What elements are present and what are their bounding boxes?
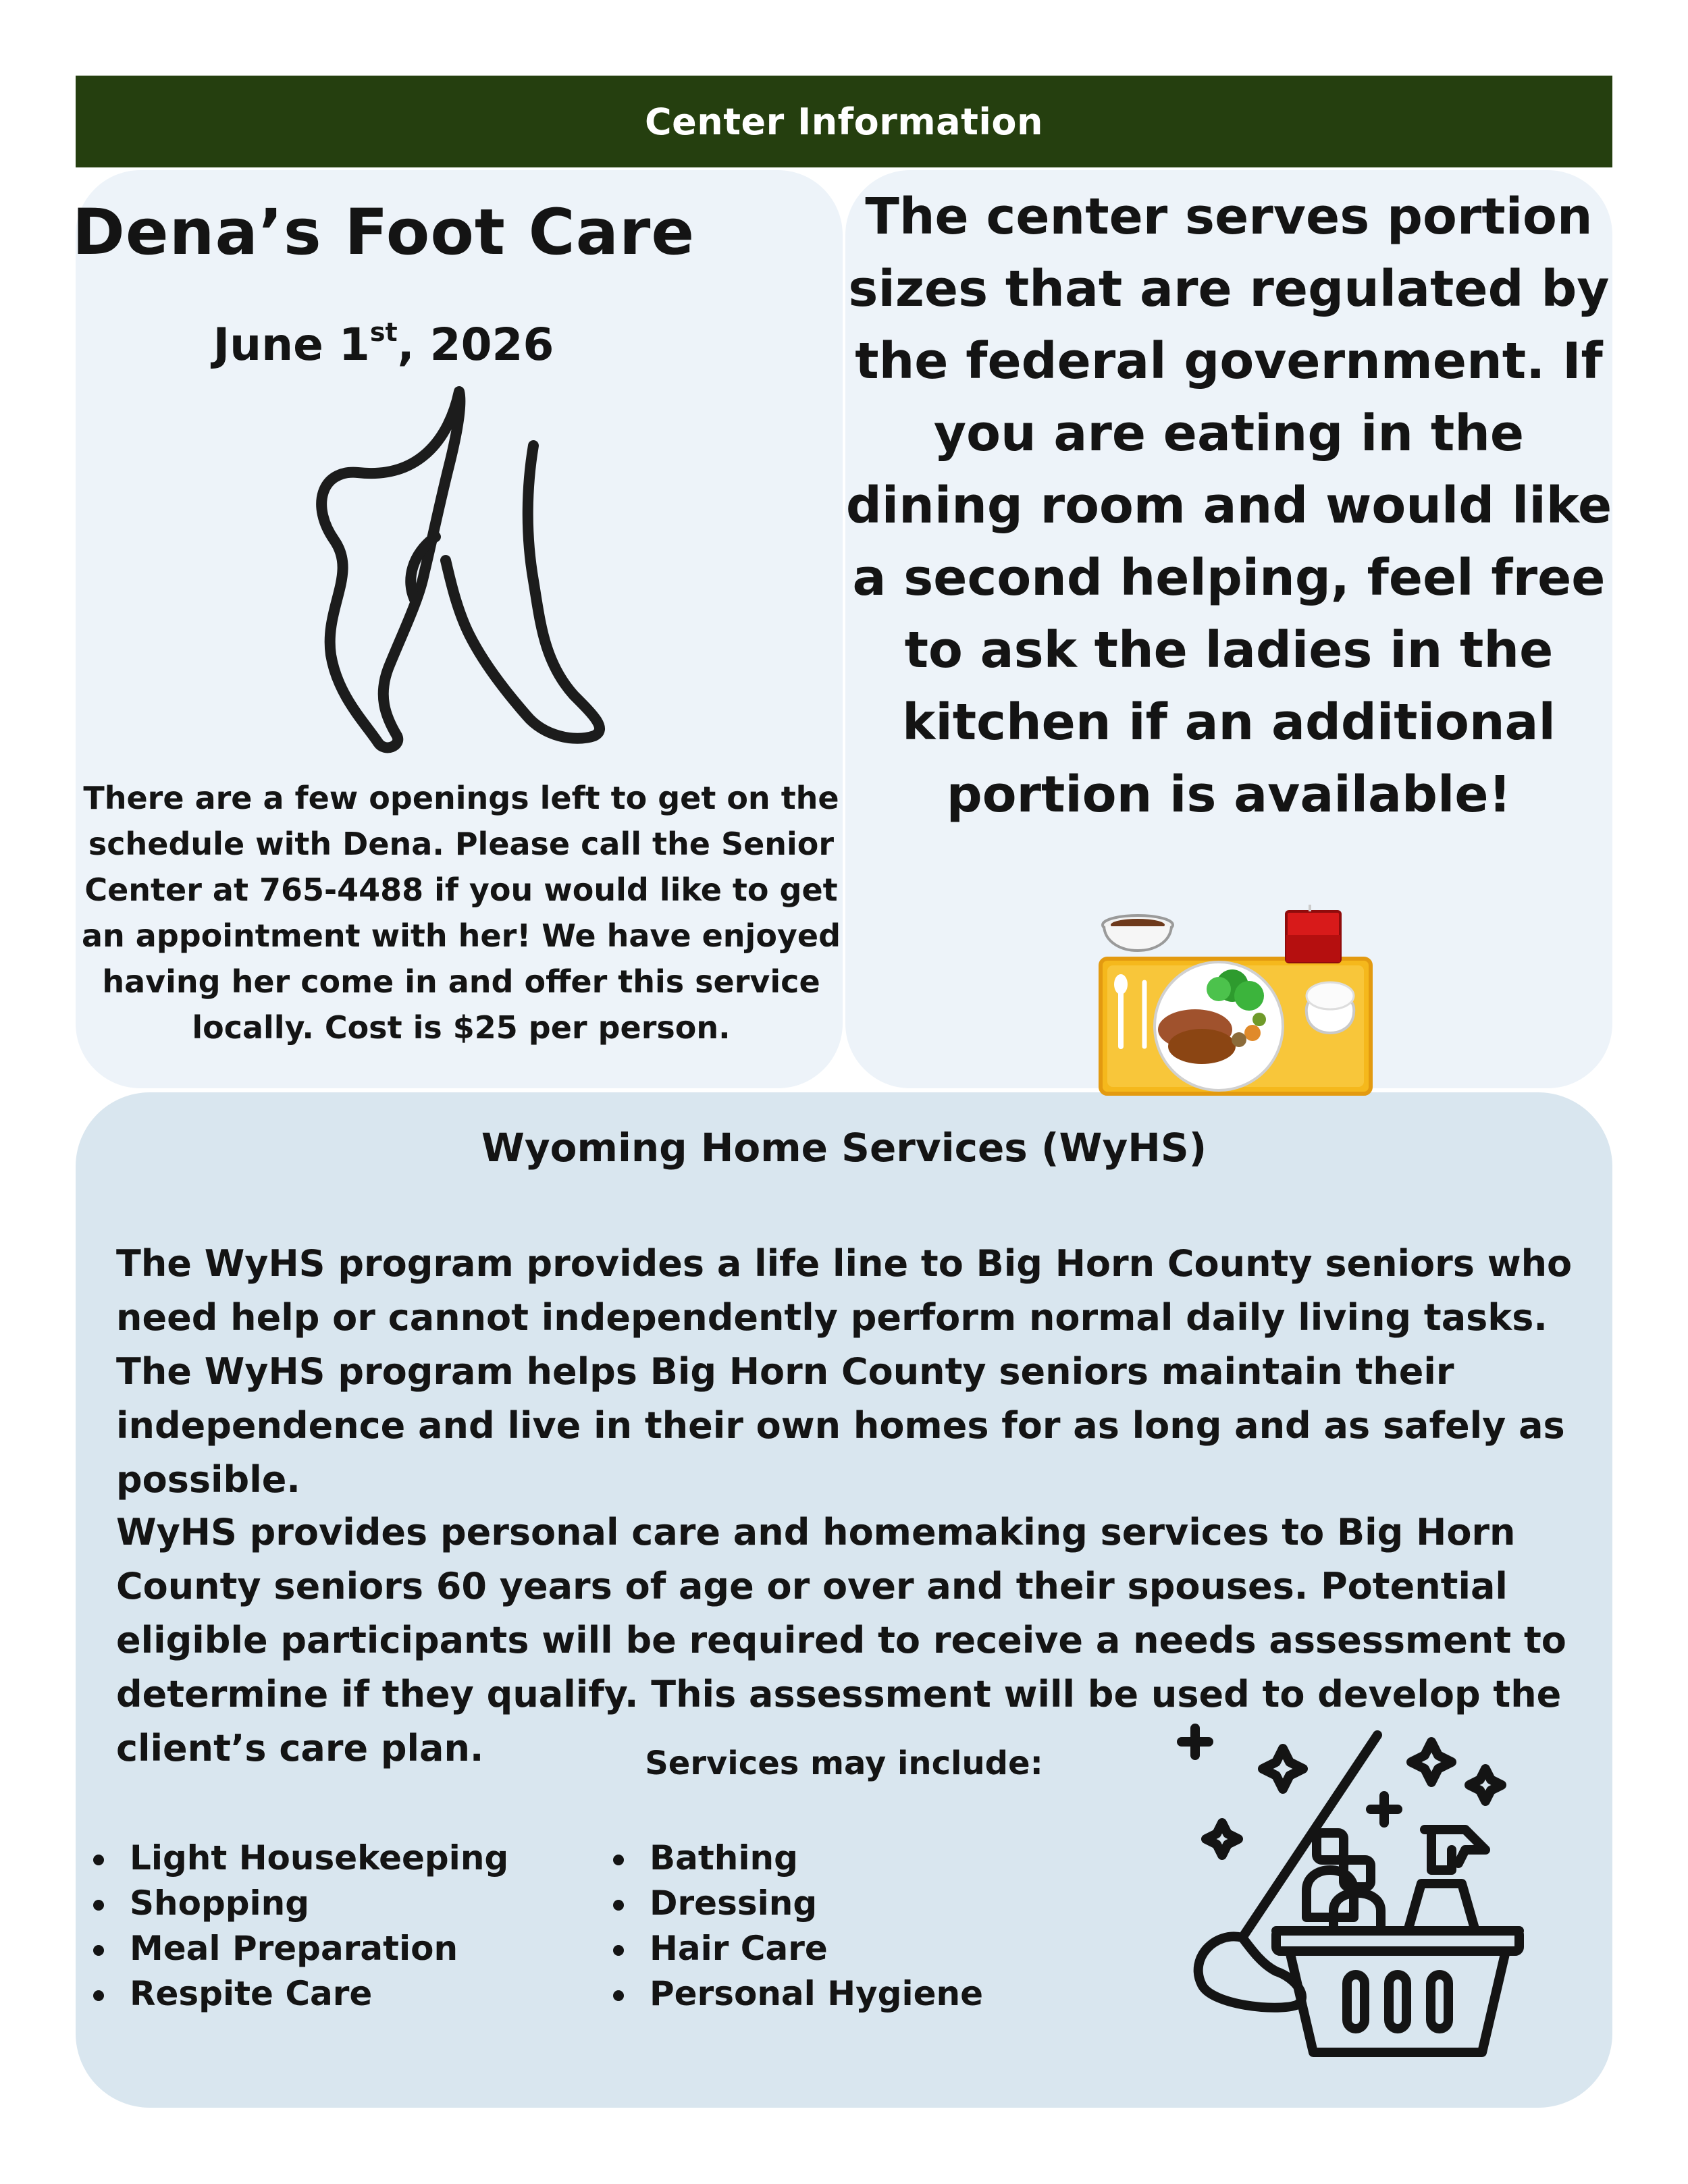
list-item: Respite Care (88, 1971, 508, 2017)
wyhs-paragraph-1: The WyHS program provides a life line to Big Horn County seniors who need help or cannot independently perform normal daily living tasks. The WyHS program helps Big Horn County seniors maintain their independence and live in their own homes for as long and as safely as possible. (116, 1242, 1573, 1501)
section-header: Center Information (76, 76, 1612, 167)
portion-description: The center serves portion sizes that are regulated by the federal government. If you are eating in the dining room and would like a second helping, feel free to ask the ladies in the kitchen if an additional portion is available! (845, 188, 1612, 824)
services-label: Services may include: (645, 1744, 1043, 1782)
list-item: Bathing (608, 1836, 983, 1881)
feet-icon (311, 378, 628, 756)
list-item: Personal Hygiene (608, 1971, 983, 2017)
list-item: Dressing (608, 1881, 983, 1926)
foot-care-title: Dena’s Foot Care (72, 196, 695, 269)
foot-care-date: June 1st, 2026 (213, 317, 554, 371)
services-list-left (88, 1836, 508, 2017)
list-item: Meal Preparation (88, 1926, 508, 1971)
cleaning-supplies-icon (1161, 1715, 1539, 2066)
foot-care-description: There are a few openings left to get on the schedule with Dena. Please call the Senior Center at 765-4488 if you would like to get an appointment with her! We have enjoyed having her come in and offer this service locally. Cost is $25 per person. (81, 780, 841, 1046)
meal-tray-icon (1094, 905, 1377, 1100)
wyhs-paragraph-2: WyHS provides personal care and homemaking services to Big Horn County seniors 60 years of age or over and their spouses. Potential eligible participants will be required to receive a needs assessment to determine if they qualify. This assessment will be used to develop the client’s care plan. (116, 1511, 1566, 1769)
wyhs-title: Wyoming Home Services (WyHS) (481, 1125, 1207, 1171)
list-item: Hair Care (608, 1926, 983, 1971)
list-item: Shopping (88, 1881, 508, 1926)
list-item: Light Housekeeping (88, 1836, 508, 1881)
services-list-right (608, 1836, 983, 2017)
